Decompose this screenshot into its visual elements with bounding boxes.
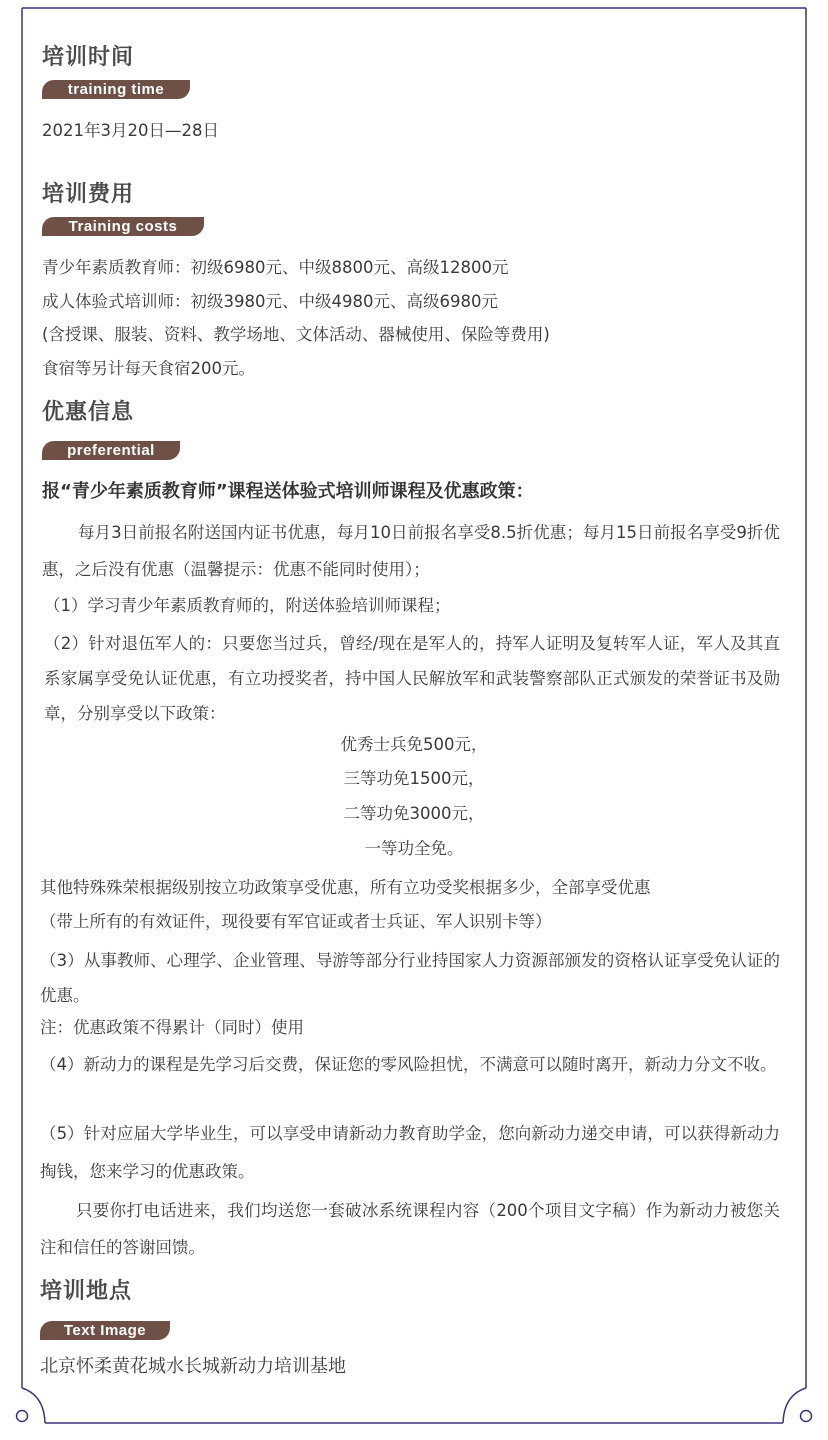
award-line: 三等功免1500元， (343, 769, 485, 788)
policy-item-4: （4）新动力的课程是先学习后交费，保证您的零风险担忧，不满意可以随时离开，新动力分文不收。 (40, 1055, 777, 1074)
preferential-tag: preferential (42, 441, 180, 460)
award-line: 一等功全免。 (364, 839, 464, 858)
documents-note: （带上所有的有效证件，现役要有军官证或者士兵证、军人识别卡等） (40, 912, 552, 931)
training-costs-tag: Training costs (42, 217, 204, 236)
award-line: 二等功免3000元， (343, 804, 485, 823)
policy-item-2: （2）针对退伍军人的：只要您当过兵，曾经/现在是军人的，持军人证明及复转军人证，军人及其直系家属享受免认证优惠，有立功授奖者，持中国人民解放军和武装警察部队正式颁发的荣誉证书及勋章，分别享受以下政策： (44, 634, 780, 723)
training-time-tag: training time (42, 80, 190, 99)
location-tag: Text Image (40, 1321, 170, 1340)
special-honor-text: 其他特殊殊荣根据级别按立功政策享受优惠，所有立功受奖根据多少，全部享受优惠 (40, 878, 651, 897)
preferential-heading: 优惠信息 (42, 400, 135, 425)
preferential-subtitle: 报“青少年素质教育师”课程送体验式培训师课程及优惠政策： (42, 481, 534, 502)
award-line: 优秀士兵免500元， (340, 735, 488, 754)
training-time-heading: 培训时间 (42, 45, 135, 70)
location-heading: 培训地点 (40, 1279, 133, 1304)
cost-line: (含授课、服装、资料、教学场地、文体活动、器械使用、保险等费用) (42, 325, 550, 344)
policy-item-3: （3）从事教师、心理学、企业管理、导游等部分行业持国家人力资源部颁发的资格认证享受免认证的优惠。 (40, 951, 780, 1005)
cost-line: 食宿等另计每天食宿200元。 (42, 359, 255, 378)
training-costs-heading: 培训费用 (42, 182, 135, 207)
training-time-date: 2021年3月20日—28日 (42, 121, 219, 140)
policy-item-5: （5）针对应届大学毕业生，可以享受申请新动力教育助学金，您向新动力递交申请，可以获得新动力掏钱，您来学习的优惠政策。 (40, 1124, 780, 1181)
location-address: 北京怀柔黄花城水长城新动力培训基地 (40, 1356, 346, 1377)
policy-note: 注：优惠政策不得累计（同时）使用 (40, 1018, 304, 1037)
cost-line: 青少年素质教育师：初级6980元、中级8800元、高级12800元 (42, 258, 509, 277)
closing-text: 只要你打电话进来，我们均送您一套破冰系统课程内容（200个项目文字稿）作为新动力被您关注和信任的答谢回馈。 (40, 1201, 780, 1257)
policy-item-1: （1）学习青少年素质教育师的，附送体验培训师课程； (44, 596, 451, 615)
preferential-intro: 每月3日前报名附送国内证书优惠，每月10日前报名享受8.5折优惠；每月15日前报名享受9折优惠，之后没有优惠（温馨提示：优惠不能同时使用）； (42, 523, 780, 579)
cost-line: 成人体验式培训师：初级3980元、中级4980元、高级6980元 (42, 292, 498, 311)
